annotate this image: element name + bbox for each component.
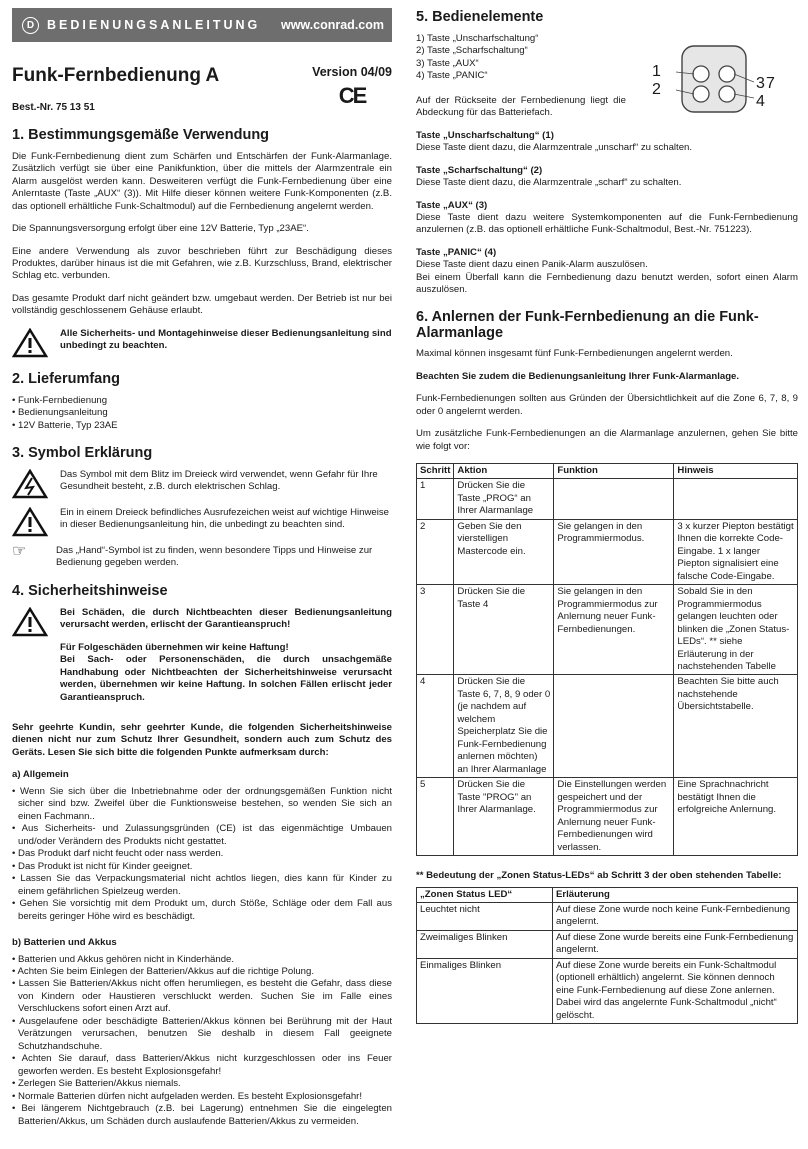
right-column (416, 8, 798, 1024)
list-item: • Aus Sicherheits- und Zulassungsgründen (CE) ist das eigenmächtige Umbauen und/oder Verändern des Produkts nicht gestattet. (12, 823, 392, 848)
table-cell: Drücken Sie die Taste "PROG" an Ihrer Alarmanlage. (454, 778, 554, 856)
s4-intro: Sehr geehrte Kundin, sehr geehrter Kunde, die folgenden Sicherheitshinweise dienen nicht nur zum Schutz Ihrer Gesundheit, sondern auch zum Schutz des Geräts. Lesen Sie sich bitte die folgenden Punkte aufmerksam durch: (12, 722, 392, 758)
button-4-text: Diese Taste dient dazu einen Panik-Alarm auszulösen. (416, 259, 648, 271)
table-row (417, 675, 798, 778)
list-item: • Das Produkt ist nicht für Kinder geeignet. (12, 861, 392, 873)
table-cell: Einmaliges Blinken (417, 958, 553, 1023)
list-item: • Ausgelaufene oder beschädigte Batterien/Akkus können bei Berührung mit der Haut Verätzungen verursachen, benutzen Sie deshalb in diesem Fall geeignete Schutzhandschuhe. (12, 1016, 392, 1053)
button-4-heading: Taste „PANIC“ (4) (416, 246, 497, 258)
led-table (416, 887, 798, 1025)
controls-list (416, 33, 636, 83)
list-item: • Funk-Fernbedienung (12, 395, 392, 407)
table-cell: Zweimaliges Blinken (417, 930, 553, 958)
list-item: 1) Taste „Unscharfschaltung“ (416, 32, 539, 44)
table-cell: Drücken Sie die Taste 6, 7, 8, 9 oder 0 (je nachdem auf welchem Speicherplatz Sie die Funk-Fernbedienung anlernen möchten) an Ihrer Alarmanlage (454, 675, 554, 778)
list-item: • 12V Batterie, Typ 23AE (12, 420, 392, 432)
callout-7: 7 (766, 75, 775, 92)
symbol-exclamation (12, 507, 392, 537)
list-item: • Achten Sie darauf, dass Batterien/Akkus nicht kurzgeschlossen oder ins Feuer geworfen werden. Es besteht Explosionsgefahr! (12, 1053, 392, 1078)
table-header: „Zonen Status LED“ (417, 887, 553, 902)
list-item: • Achten Sie beim Einlegen der Batterien/Akkus auf die richtige Polung. (12, 966, 392, 978)
table-cell: 4 (417, 675, 454, 778)
table-row (417, 479, 798, 519)
s1-warning (12, 328, 392, 358)
table-cell: Beachten Sie bitte auch nachstehende Übersichtstabelle. (674, 675, 798, 778)
button-1-heading: Taste „Unscharfschaltung“ (1) (416, 129, 554, 141)
list-item: • Lassen Sie Batterien/Akkus nicht offen herumliegen, es besteht die Gefahr, dass diese von Kindern oder Haustieren verschluckt werden. Suchen Sie im Falle eines Verschluckens sofort einen Arzt auf. (12, 978, 392, 1015)
callout-2: 2 (652, 81, 661, 98)
s1-paragraph: Das gesamte Produkt darf nicht geändert bzw. umgebaut werden. Der Betrieb ist nur bei vollständig geschlossenem Gehäuse erlaubt. (12, 292, 392, 317)
table-header-row (417, 463, 798, 478)
s6-paragraph: Maximal können insgesamt fünf Funk-Fernbedienungen angelernt werden. (416, 348, 733, 360)
table-cell: Auf diese Zone wurde bereits eine Funk-Fernbedienung angelernt. (553, 930, 798, 958)
subsection-heading: a) Allgemein (12, 769, 69, 781)
warning-text: Bei Schäden, die durch Nichtbeachten dieser Bedienungsanleitung verursacht werden, erlischt der Garantieanspruch! (60, 606, 392, 631)
version: Version 04/09 (312, 65, 392, 79)
list-item: • Gehen Sie vorsichtig mit dem Produkt um, durch Stöße, Schläge oder dem Fall aus bereits geringer Höhe wird es beschädigt. (12, 898, 392, 923)
list-item: 3) Taste „AUX“ (416, 57, 479, 69)
table-header: Schritt (417, 463, 454, 478)
steps-table (416, 463, 798, 856)
warning-text: Alle Sicherheits- und Montagehinweise dieser Bedienungsanleitung sind unbedingt zu beachten. (60, 327, 392, 352)
list-item: 4) Taste „PANIC“ (416, 70, 488, 82)
left-column (12, 8, 392, 1128)
table-cell: Drücken Sie die Taste 4 (454, 585, 554, 675)
header-title: BEDIENUNGSANLEITUNG (47, 17, 261, 32)
warning-triangle-icon (12, 328, 48, 358)
general-list (12, 786, 392, 923)
list-item: • Das Produkt darf nicht feucht oder nass werden. (12, 848, 392, 860)
battery-list (12, 954, 392, 1129)
table-cell: Drücken Sie die Taste „PROG“ an Ihrer Alarmanlage (454, 479, 554, 519)
callout-3: 3 (756, 75, 765, 92)
table-cell: Geben Sie den vierstelligen Mastercode ein. (454, 519, 554, 584)
list-item: 2) Taste „Scharfschaltung“ (416, 45, 528, 57)
back-note: Auf der Rückseite der Fernbedienung liegt die Abdeckung für das Batteriefach. (416, 94, 626, 119)
section-3-heading: 3. Symbol Erklärung (12, 445, 153, 462)
callout-4: 4 (756, 93, 765, 110)
table-row (417, 930, 798, 958)
s1-paragraph: Eine andere Verwendung als zuvor beschrieben führt zur Beschädigung dieses Produktes, darüber hinaus ist die mit Gefahren, wie z.B. Kurzschluss, Brand, elektrischer Schlag etc. verbunden. (12, 245, 392, 282)
warning-triangle-icon (12, 507, 48, 537)
table-cell: Sie gelangen in den Programmiermodus zur Anlernung neuer Funk-Fernbedienungen. (554, 585, 674, 675)
table-cell: Die Einstellungen werden gespeichert und der Programmiermodus zur Anlernung neuer Funk-Fernbedienungen wird verlassen. (554, 778, 674, 856)
delivery-list (12, 395, 392, 432)
pointing-hand-icon: ☞ (12, 542, 27, 560)
button-3-text: Diese Taste dient dazu weitere Systemkomponenten auf die Funk-Fernbedienung anzulernen (z.B. das optionell erhältliche Funk-Schaltmodul, Best.-Nr. 751223). (416, 212, 798, 236)
section-6-heading: 6. Anlernen der Funk-Fernbedienung an die Funk-Alarmanlage (416, 308, 759, 342)
table-cell: 3 x kurzer Piepton bestätigt Ihnen die korrekte Code-Eingabe. 1 x langer Piepton signalisiert eine falsche Code-Eingabe. (674, 519, 798, 584)
callout-1: 1 (652, 63, 661, 80)
s4-warning-texts (60, 607, 392, 714)
symbol-lightning (12, 469, 392, 499)
section-2-heading: 2. Lieferumfang (12, 370, 120, 387)
ce-mark-icon: CE (338, 83, 366, 109)
language-badge: D (22, 17, 39, 34)
list-item: • Zerlegen Sie Batterien/Akkus niemals. (12, 1078, 392, 1090)
table-cell: 5 (417, 778, 454, 856)
s1-paragraph: Die Funk-Fernbedienung dient zum Schärfen und Entschärfen der Funk-Alarmanlage. Zusätzlich verfügt sie über eine Panikfunktion, über die mittels der Alarmzentrale ein Alarm ausgelöst werden kann. Desweiteren verfügt die Funk-Fernbedienung über eine Anlerntaste (Taste „AUX“ (3)). Mit Hilfe dieser können weitere Funk-Komponenten (z.B. das optionell erhältliche Funk-Schaltmodul) auf die Fernbedienung angelernt werden. (12, 150, 392, 212)
symbol-text: Das „Hand“-Symbol ist zu finden, wenn besondere Tipps und Hinweise zur Bedienung gegeben werden. (56, 544, 373, 569)
order-number: Best.-Nr. 75 13 51 (12, 101, 95, 113)
led-table-heading: ** Bedeutung der „Zonen Status-LEDs“ ab Schritt 3 der oben stehenden Tabelle: (416, 870, 782, 882)
list-item: • Bei längerem Nichtgebrauch (z.B. bei Lagerung) entnehmen Sie die eingelegten Batterien/Akkus, um Schäden durch auslaufende Batterien/Akkus zu vermeiden. (12, 1103, 392, 1128)
section-5-heading: 5. Bedienelemente (416, 9, 544, 25)
s6-paragraph: Funk-Fernbedienungen sollten aus Gründen der Übersichtlichkeit auf die Zone 6, 7, 8, 9 oder 0 angelernt werden. (416, 393, 798, 417)
subsection-heading: b) Batterien und Akkus (12, 937, 117, 949)
table-cell (554, 479, 674, 519)
table-cell: Auf diese Zone wurde noch keine Funk-Fernbedienung angelernt. (553, 902, 798, 930)
list-item: • Normale Batterien dürfen nicht aufgeladen werden. Es besteht Explosionsgefahr! (12, 1091, 392, 1103)
table-row (417, 585, 798, 675)
s1-paragraph: Die Spannungsversorgung erfolgt über eine 12V Batterie, Typ „23AE“. (12, 223, 309, 235)
section-4-heading: 4. Sicherheitshinweise (12, 582, 168, 599)
table-header: Aktion (454, 463, 554, 478)
doc-title: Funk-Fernbedienung A (12, 65, 220, 86)
button-1-text: Diese Taste dient dazu, die Alarmzentrale „unscharf“ zu schalten. (416, 142, 693, 154)
table-row (417, 902, 798, 930)
header-bar (12, 8, 392, 42)
warning-text: Für Folgeschäden übernehmen wir keine Haftung! (60, 641, 289, 653)
list-item: • Wenn Sie sich über die Inbetriebnahme oder der ordnungsgemäßen Funktion nicht sicher sind bzw. Zweifel über die Funktionsweise bestehen, so wenden Sie sich an einen Fachmann.. (12, 786, 392, 823)
table-cell: 1 (417, 479, 454, 519)
s6-paragraph: Um zusätzliche Funk-Fernbedienungen an die Alarmanlage anzulernen, gehen Sie bitte wie folgt vor: (416, 428, 798, 452)
table-header: Funktion (554, 463, 674, 478)
table-cell: Sie gelangen in den Programmiermodus. (554, 519, 674, 584)
list-item: • Lassen Sie das Verpackungsmaterial nicht achtlos liegen, dies kann für Kinder zu einem gefährlichen Spielzeug werden. (12, 873, 392, 898)
lightning-triangle-icon (12, 469, 48, 499)
list-item: • Batterien und Akkus gehören nicht in Kinderhände. (12, 954, 392, 966)
remote-illustration (648, 40, 788, 130)
table-row (417, 778, 798, 856)
table-cell (554, 675, 674, 778)
table-header-row (417, 887, 798, 902)
symbol-hand (12, 542, 392, 570)
version-block (312, 64, 392, 111)
table-cell: 3 (417, 585, 454, 675)
table-header: Hinweis (674, 463, 798, 478)
s4-warning (12, 607, 392, 714)
list-item: • Bedienungsanleitung (12, 407, 392, 419)
warning-triangle-icon (12, 607, 48, 637)
s6-paragraph: Beachten Sie zudem die Bedienungsanleitung Ihrer Funk-Alarmanlage. (416, 370, 740, 382)
table-row (417, 519, 798, 584)
table-row (417, 958, 798, 1023)
table-cell: 2 (417, 519, 454, 584)
table-cell: Sobald Sie in den Programmiermodus gelangen leuchten oder blinken die „Zonen Status-LEDs“. ** siehe Erläuterung in der nachstehenden Tabelle (674, 585, 798, 675)
symbol-text: Ein in einem Dreieck befindliches Ausrufezeichen weist auf wichtige Hinweise in dieser Bedienungsanleitung hin, die unbedingt zu beachten sind. (60, 506, 390, 531)
table-cell: Auf diese Zone wurde bereits ein Funk-Schaltmodul (optionell erhältlich) angelernt. Sie können dennoch eine Funk-Fernbedienung auf diese Zone anlernen. Dabei wird das angelernte Funk-Schaltmodul „nicht“ gelöscht. (553, 958, 798, 1023)
button-3-heading: Taste „AUX“ (3) (416, 199, 488, 211)
table-cell: Eine Sprachnachricht bestätigt Ihnen die erfolgreiche Anlernung. (674, 778, 798, 856)
warning-text: Bei Sach- oder Personenschäden, die durch unsachgemäße Handhabung oder Nichtbeachten der Sicherheitshinweise verursacht werden, übernehmen wir keine Haftung. In solchen Fällen erlischt jeder Garantieanspruch. (60, 654, 392, 703)
button-4-text: Bei einem Überfall kann die Fernbedienung dazu benutzt werden, sofort einen Alarm auszulösen. (416, 271, 798, 296)
table-cell: Leuchtet nicht (417, 902, 553, 930)
symbol-text: Das Symbol mit dem Blitz im Dreieck wird verwendet, wenn Gefahr für Ihre Gesundheit besteht, z.B. durch elektrischen Schlag. (60, 468, 378, 493)
table-cell (674, 479, 798, 519)
remote-control-icon (674, 40, 754, 120)
header-url: www.conrad.com (280, 17, 384, 32)
section-1-heading: 1. Bestimmungsgemäße Verwendung (12, 126, 270, 143)
button-2-heading: Taste „Scharfschaltung“ (2) (416, 164, 543, 176)
button-2-text: Diese Taste dient dazu, die Alarmzentrale „scharf“ zu schalten. (416, 177, 682, 189)
table-header: Erläuterung (553, 887, 798, 902)
